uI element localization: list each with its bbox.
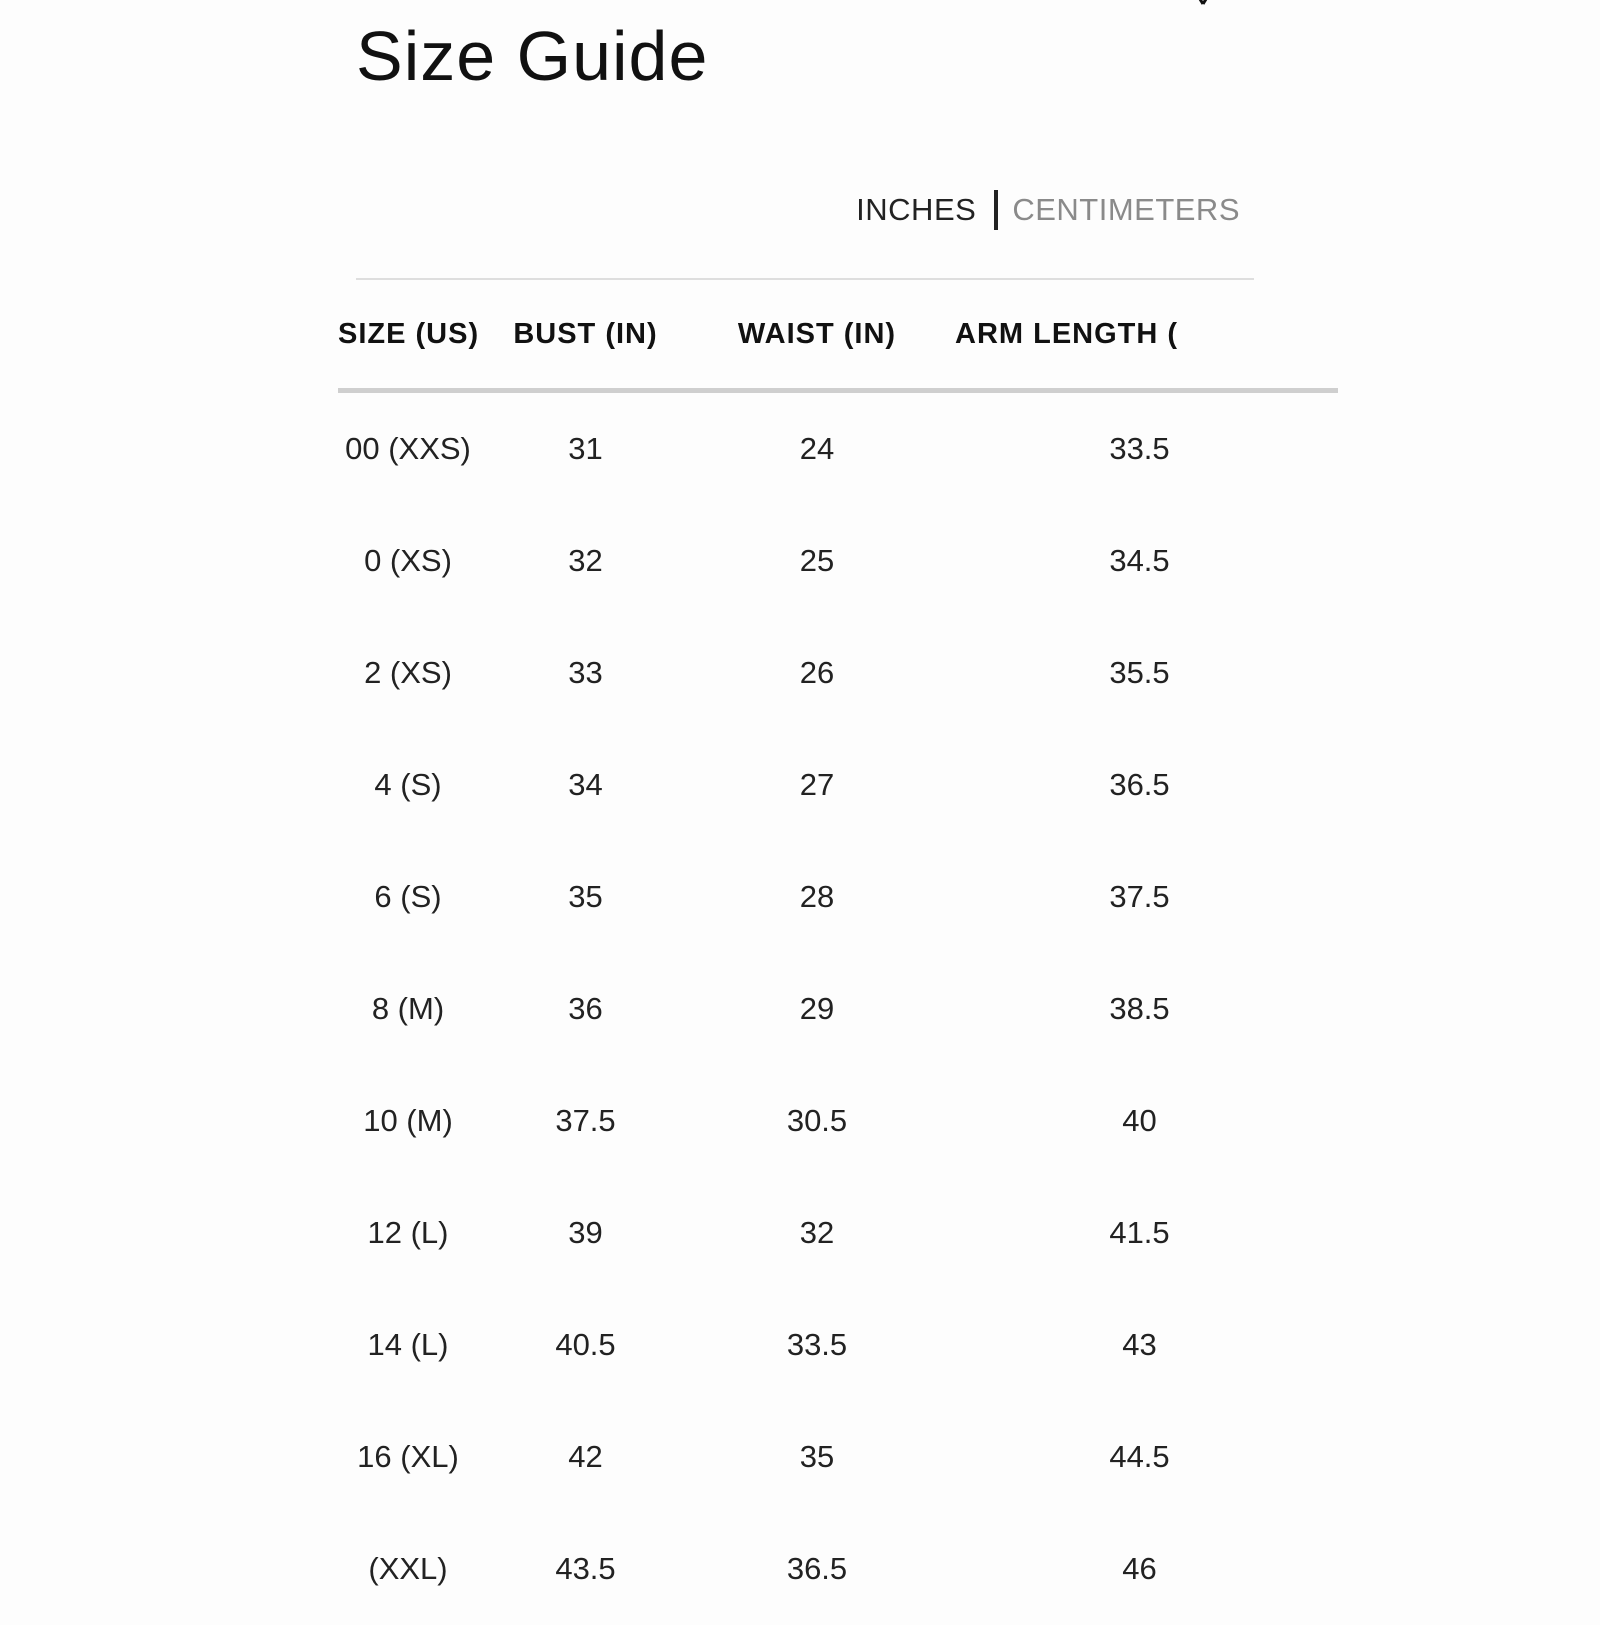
- cell-size: (XXL): [368, 1551, 448, 1586]
- table-header-row: [338, 280, 1338, 388]
- cell-waist: 25: [799, 543, 835, 578]
- cell-arm-length: 36.5: [1109, 767, 1170, 802]
- cell-waist: 26: [799, 655, 835, 690]
- cell-bust: 33: [568, 655, 603, 690]
- cell-size: 14 (L): [367, 1327, 449, 1362]
- header-arm-length: ARM LENGTH (: [955, 317, 1179, 350]
- cell-bust: 32: [568, 543, 603, 578]
- cell-bust: 40.5: [555, 1327, 616, 1362]
- cell-arm-length: 38.5: [1109, 991, 1170, 1026]
- cell-bust: 39: [568, 1215, 603, 1250]
- cell-waist: 24: [799, 431, 835, 466]
- cell-waist: 30.5: [786, 1103, 848, 1138]
- table-row: [338, 1065, 1338, 1177]
- close-icon[interactable]: [1190, 0, 1216, 6]
- cell-bust: 31: [568, 431, 603, 466]
- cell-bust: 35: [568, 879, 603, 914]
- table-row: [338, 505, 1338, 617]
- cell-waist: 28: [799, 879, 835, 914]
- table-row: [338, 729, 1338, 841]
- table-row: [338, 1401, 1338, 1513]
- cell-waist: 27: [799, 767, 835, 802]
- cell-waist: 33.5: [786, 1327, 848, 1362]
- header-size: SIZE (US): [338, 317, 480, 350]
- table-row: [338, 1289, 1338, 1401]
- table-row: [338, 1513, 1338, 1625]
- cell-size: 00 (XXS): [345, 431, 471, 466]
- cell-size: 12 (L): [367, 1215, 449, 1250]
- cell-arm-length: 37.5: [1109, 879, 1170, 914]
- table-row: [338, 393, 1338, 505]
- table-row: [338, 617, 1338, 729]
- cell-arm-length: 34.5: [1109, 543, 1170, 578]
- cell-bust: 37.5: [555, 1103, 616, 1138]
- table-row: [338, 1177, 1338, 1289]
- cell-arm-length: 44.5: [1109, 1439, 1170, 1474]
- size-table-container[interactable]: [338, 278, 1254, 1625]
- cell-arm-length: 33.5: [1109, 431, 1170, 466]
- table-body: [338, 393, 1338, 1625]
- cell-waist: 29: [799, 991, 835, 1026]
- cell-waist: 36.5: [786, 1551, 848, 1586]
- cell-size: 16 (XL): [357, 1439, 459, 1474]
- unit-separator: [994, 190, 998, 230]
- cell-size: 2 (XS): [364, 655, 452, 690]
- table-row: [338, 841, 1338, 953]
- page-title: Size Guide: [356, 17, 709, 95]
- unit-toggle: [856, 190, 1240, 230]
- unit-inches-button[interactable]: INCHES: [856, 192, 977, 227]
- cell-bust: 34: [568, 767, 603, 802]
- table-row: [338, 953, 1338, 1065]
- cell-arm-length: 41.5: [1109, 1215, 1170, 1250]
- cell-arm-length: 43: [1122, 1327, 1157, 1362]
- cell-waist: 35: [799, 1439, 835, 1474]
- cell-arm-length: 46: [1122, 1551, 1157, 1586]
- unit-centimeters-button[interactable]: CENTIMETERS: [1012, 192, 1240, 227]
- size-table: [338, 280, 1338, 1625]
- cell-size: 8 (M): [371, 991, 445, 1026]
- cell-size: 6 (S): [374, 879, 442, 914]
- cell-bust: 36: [568, 991, 603, 1026]
- header-bust: BUST (IN): [513, 317, 658, 350]
- cell-bust: 42: [568, 1439, 603, 1474]
- cell-size: 10 (M): [363, 1103, 453, 1138]
- cell-waist: 32: [799, 1215, 835, 1250]
- cell-size: 4 (S): [374, 767, 442, 802]
- cell-arm-length: 40: [1122, 1103, 1157, 1138]
- cell-arm-length: 35.5: [1109, 655, 1170, 690]
- header-waist: WAIST (IN): [737, 317, 897, 350]
- cell-size: 0 (XS): [364, 543, 452, 578]
- cell-bust: 43.5: [555, 1551, 616, 1586]
